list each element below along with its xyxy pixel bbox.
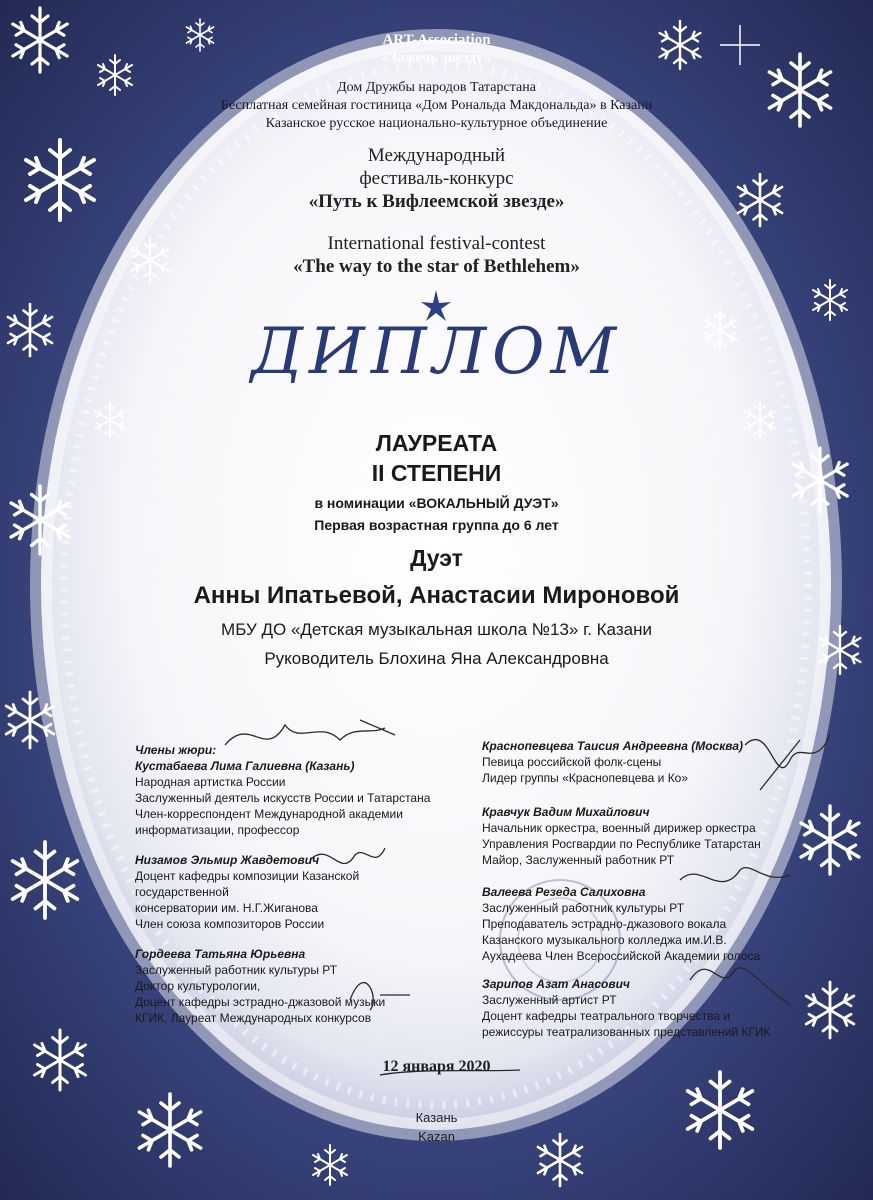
- association-name: ART-Association: [382, 32, 491, 48]
- festival-type: Международный: [367, 145, 506, 166]
- jury-column-right: [482, 738, 812, 1040]
- jury-member-name: Кустабаева Лима Галиевна (Казань): [135, 759, 355, 773]
- jury-member-title: Заслуженный деятель искусств России и Татарстана: [135, 791, 431, 805]
- jury-label: Члены жюри:: [135, 743, 217, 757]
- jury-member-name: Низамов Эльмир Жавдетович: [135, 853, 320, 867]
- org-line-1: Дом Дружбы народов Татарстана: [337, 80, 536, 95]
- jury-member-title: Народная артистка России: [135, 775, 286, 789]
- jury-member-title: КГИК, Лауреат Международных конкурсов: [135, 1011, 372, 1025]
- degree-title: II СТЕПЕНИ: [371, 460, 502, 486]
- jury-member-title: Заслуженный работник культуры РТ: [135, 963, 338, 977]
- jury-member-title: Доктор культурологии,: [135, 979, 261, 993]
- jury-member-name: Валеева Резеда Салиховна: [482, 885, 646, 899]
- jury-member-title: Заслуженный работник культуры РТ: [482, 901, 685, 915]
- jury-member-title: государственной: [135, 885, 229, 899]
- jury-member-name: Гордеева Татьяна Юрьевна: [135, 947, 306, 961]
- jury-member-name: Зарипов Азат Анасович: [482, 977, 630, 991]
- city-en: Kazan: [418, 1129, 455, 1144]
- jury-member-title: Лидер группы «Краснопевцева и Ко»: [482, 771, 689, 785]
- jury-member-title: консерватории им. Н.Г.Жиганова: [135, 901, 318, 915]
- laureate-title: ЛАУРЕАТА: [375, 430, 498, 456]
- jury-column-left: [135, 742, 455, 1026]
- school-name: МБУ ДО «Детская музыкальная школа №13» г. Казани: [221, 620, 652, 639]
- participant-names: Анны Ипатьевой, Анастасии Мироновой: [193, 582, 680, 609]
- association-slogan: «Зажечь звезду»: [381, 50, 492, 66]
- festival-name-ru: «Путь к Вифлеемской звезде»: [308, 191, 565, 212]
- jury-member-title: Майор, Заслуженный работник РТ: [482, 853, 675, 867]
- issue-date: 12 января 2020: [382, 1058, 491, 1075]
- diploma-title: ДИПЛОМ: [250, 315, 623, 389]
- jury-member-title: информатизации, профессор: [135, 823, 300, 837]
- jury-member-title: Управления Росгвардии по Республике Татарстан: [482, 837, 761, 851]
- jury-member-name: Краснопевцева Таисия Андреевна (Москва): [482, 739, 744, 753]
- jury-member-title: Преподаватель эстрадно-джазового вокала: [482, 917, 727, 931]
- jury-member-title: Доцент кафедры театрального творчества и: [482, 1009, 731, 1023]
- jury-member-title: Член-корреспондент Международной академии: [135, 807, 403, 821]
- jury-member-title: Доцент кафедры композиции Казанской: [135, 869, 360, 883]
- nomination: в номинации «ВОКАЛЬНЫЙ ДУЭТ»: [314, 495, 559, 511]
- city-ru: Казань: [415, 1110, 458, 1125]
- jury-member-title: Член союза композиторов России: [135, 917, 325, 931]
- jury-member-title: Казанского музыкального колледжа им.И.В.: [482, 933, 727, 947]
- jury-member-title: Начальник оркестра, военный дирижер оркестра: [482, 821, 756, 835]
- festival-type-en: International festival-contest: [327, 233, 546, 254]
- jury-member-title: Доцент кафедры эстрадно-джазовой музыки: [135, 995, 386, 1009]
- festival-name-en: «The way to the star of Bethlehem»: [293, 256, 580, 277]
- teacher-name: Руководитель Блохина Яна Александровна: [264, 649, 609, 668]
- jury-member-title: режиссуры театрализованных представлений КГИК: [482, 1025, 771, 1039]
- jury-member-title: Аухадеева Член Всероссийской Академии голоса: [482, 949, 761, 963]
- duet-label: Дуэт: [410, 545, 463, 571]
- age-group: Первая возрастная группа до 6 лет: [314, 517, 559, 533]
- org-line-2: Бесплатная семейная гостиница «Дом Рональда Макдональда» в Казани: [220, 98, 653, 113]
- festival-type-2: фестиваль-конкурс: [359, 168, 514, 189]
- jury-member-title: Певица российской фолк-сцены: [482, 755, 662, 769]
- jury-member-title: Заслуженный артист РТ: [482, 993, 617, 1007]
- jury-member-name: Кравчук Вадим Михайлович: [482, 805, 650, 819]
- org-line-3: Казанское русское национально-культурное объединение: [265, 116, 608, 131]
